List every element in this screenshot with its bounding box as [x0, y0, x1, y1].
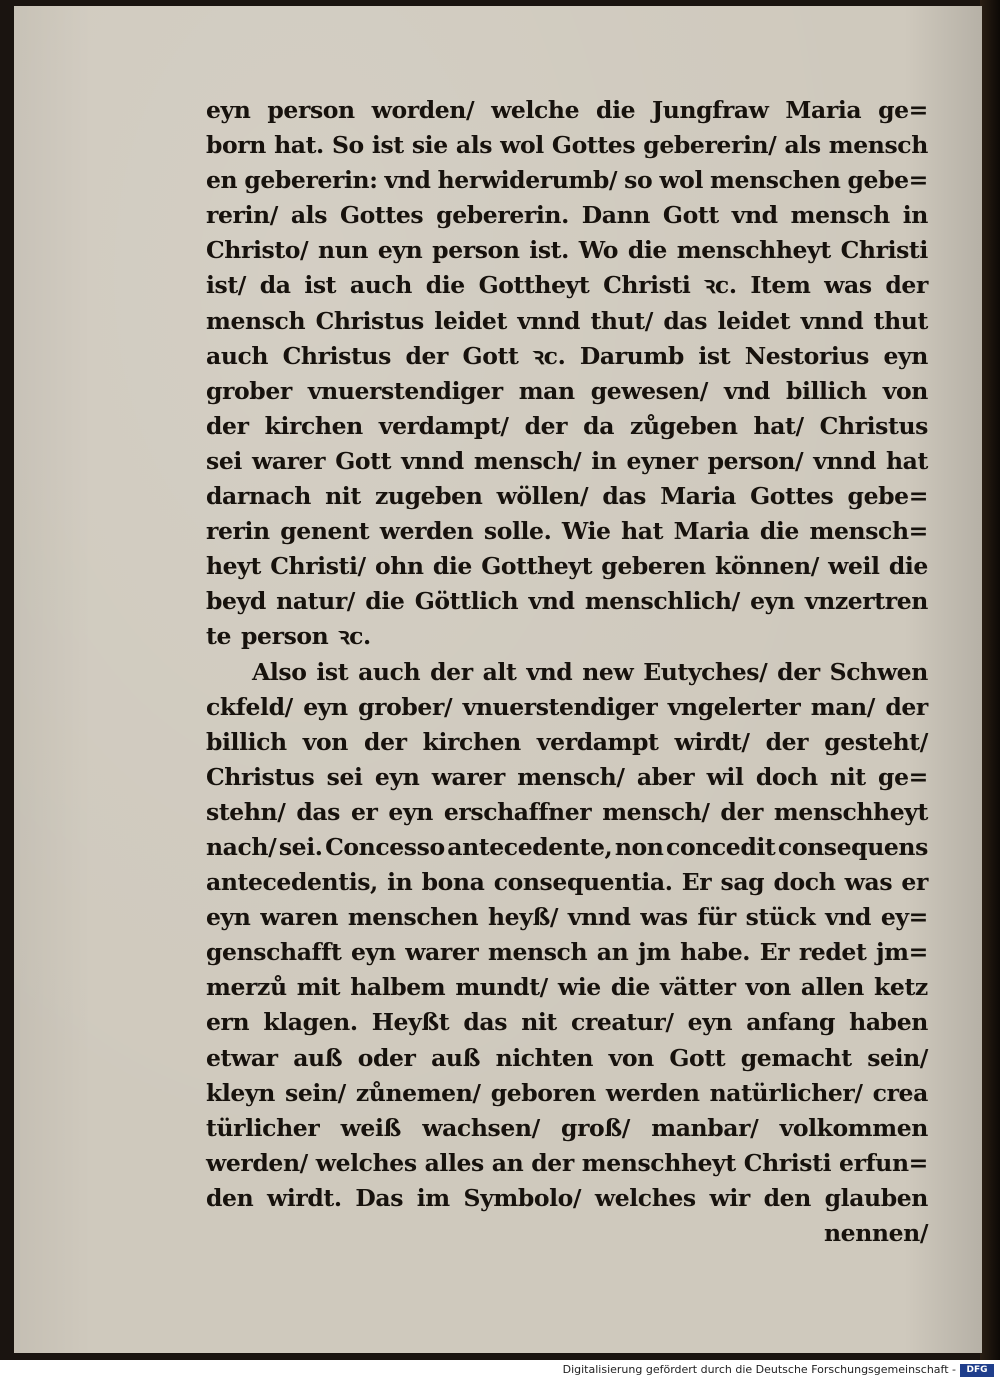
text-line: ern klagen. Heyßt das nit creatur/ eyn anfang haben: [206, 1008, 928, 1037]
text-line: stehn/ das er eyn erschaffner mensch/ der menschheyt: [206, 797, 928, 826]
text-line: eyn person worden/ welche die Jungfraw Maria ge=: [206, 96, 928, 124]
text-line: billich von der kirchen verdampt wirdt/ der gesteht/: [206, 727, 928, 756]
text-line: antecedentis, in bona consequentia. Er sag doch was er: [206, 868, 928, 897]
text-line: türlicher weiß wachsen/ groß/ manbar/ volkommen: [206, 1113, 928, 1142]
text-line: eyn waren menschen heyß/ vnnd was für stück vnd ey=: [206, 903, 928, 932]
text-line: der kirchen verdampt/ der da zůgeben hat/ Christus: [206, 411, 928, 440]
text-line: merzů mit halbem mundt/ wie die vätter von allen ketz: [206, 973, 928, 1002]
dfg-logo-icon: DFG: [960, 1364, 994, 1377]
text-line: darnach nit zugeben wöllen/ das Maria Gottes gebe=: [206, 482, 928, 511]
text-line: sei warer Gott vnnd mensch/ in eyner person/ vnnd hat: [206, 446, 928, 475]
text-line: den wirdt. Das im Symbolo/ welches wir den glauben: [206, 1183, 928, 1212]
text-line: etwar auß oder auß nichten von Gott gemacht sein/: [206, 1043, 928, 1072]
text-line: nach/ sei. Concesso antecedente, non concedit consequens: [206, 832, 928, 861]
text-line: mensch Christus leidet vnnd thut/ das leidet vnnd thut: [206, 306, 928, 335]
text-line: genschafft eyn warer mensch an jm habe. Er redet jm=: [206, 938, 928, 967]
text-line: born hat. So ist sie als wol Gottes gebererin/ als mensch: [206, 131, 928, 160]
text-line: beyd natur/ die Göttlich vnd menschlich/ eyn vnzertren: [206, 587, 928, 616]
text-line: Christus sei eyn warer mensch/ aber wil doch nit ge=: [206, 762, 928, 791]
text-line: Also ist auch der alt vnd new Eutyches/ der Schwen: [252, 657, 928, 686]
text-line: nennen/: [823, 1219, 928, 1247]
text-line: heyt Christi/ ohn die Gottheyt geberen können/ weil die: [206, 552, 928, 581]
text-line: auch Christus der Gott ꝛc. Darumb ist Nestorius eyn: [206, 341, 928, 370]
text-line: werden/ welches alles an der menschheyt Christi erfun=: [206, 1148, 928, 1177]
footer-bar: [0, 1360, 1000, 1381]
text-line: rerin/ als Gottes gebererin. Dann Gott vnd mensch in: [206, 201, 928, 230]
page-text-block: [206, 93, 928, 1251]
text-line: ist/ da ist auch die Gottheyt Christi ꝛc. Item was der: [206, 271, 928, 300]
text-line: ckfeld/ eyn grober/ vnuerstendiger vngelerter man/ der: [206, 692, 928, 721]
text-line: rerin genent werden solle. Wie hat Maria die mensch=: [206, 517, 928, 546]
text-line: te person ꝛc.: [206, 622, 371, 651]
text-line: Christo/ nun eyn person ist. Wo die menschheyt Christi: [206, 236, 928, 265]
book-edge: [980, 0, 1000, 1360]
text-line: en gebererin: vnd herwiderumb/ so wol menschen gebe=: [206, 166, 928, 195]
footer-credit: Digitalisierung gefördert durch die Deutsche Forschungsgemeinschaft -: [562, 1363, 956, 1376]
text-line: grober vnuerstendiger man gewesen/ vnd billich von: [206, 376, 928, 405]
text-line: kleyn sein/ zůnemen/ geboren werden natürlicher/ crea: [206, 1078, 928, 1107]
